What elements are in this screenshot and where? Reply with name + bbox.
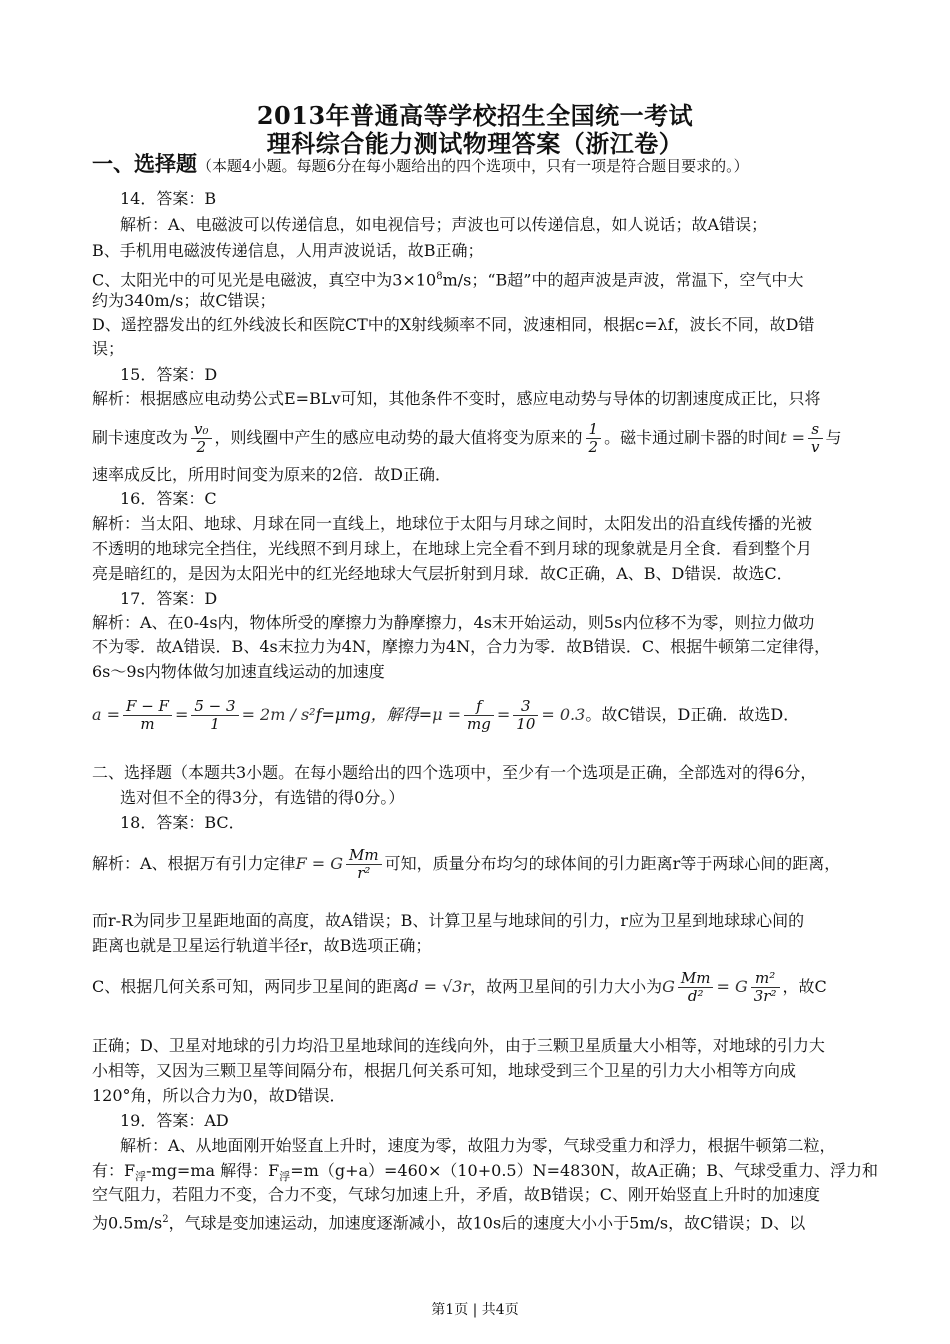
q18-line4: C、根据几何关系可知，两同步卫星间的距离d = √3r，故两卫星间的引力大小为G $\frac{Mm}{\text{d²}}$ = G $\frac{\text{m²}}{\text{3r²}}$ ，故C [92,969,827,1005]
page-footer: 第1页 | 共4页 [431,1302,519,1318]
q16-line3: 亮是暗红的，是因为太阳光中的红光经地球大气层折射到月球．故C正确，A、B、D错误．故选C． [92,564,793,583]
doc-title-line2: 理科综合能力测试物理答案（浙江卷） [266,129,684,158]
q19-line4: 为$0.5m/s^2$，气球是变加速运动，加速度逐渐减小，故10s后的速度大小小于5m/s，故C错误；D、以 [92,1213,806,1233]
q16-line1: 解析：当太阳、地球、月球在同一直线上，地球位于太阳与月球之间时，太阳发出的沿直线传播的光被 [92,514,813,533]
q17-line2: 不为零．故A错误．B、4s末拉力为4N，摩擦力为4N，合力为零．故B错误．C、根据牛顿第二定律得， [92,637,831,656]
q15-line3: 速率成反比，所用时间变为原来的2倍．故D正确． [92,465,452,484]
doc-title-line1: 2013年普通高等学校招生全国统一考试 [256,101,694,130]
section1-note: （本题4小题。每题6分在每小题给出的四个选项中，只有一项是符合题目要求的。） [197,157,749,175]
q16-answer: 16．答案：C [120,489,217,508]
q14-line3: C、太阳光中的可见光是电磁波，真空中为$3\times 10^8m/s$；“B超”中的超声波是声波，常温下，空气中大 [92,270,804,290]
section1-heading [92,153,749,177]
formula-3-over-10: $\frac{3}{10}$ [513,698,538,733]
formula-m2-over-3r2: $\frac{\text{m²}}{\text{3r²}}$ [751,970,780,1005]
q19-line3: 空气阻力，若阻力不变，合力不变，气球匀加速上升，矛盾，故B错误；C、刚开始竖直上升时的加速度 [92,1185,821,1204]
q17-line3: 6s～9s内物体做匀加速直线运动的加速度 [92,662,385,681]
q14-line4: 约为340m/s；故C错误； [92,291,276,310]
q14-line6: 误； [92,339,125,358]
formula-5-minus-3-over-1: $\frac{5 - 3}{1}$ [191,698,238,733]
q19-line1: 解析：A、从地面刚开始竖直上升时，速度为零，故阻力为零，气球受重力和浮力，根据牛顿第二粒， [120,1136,836,1155]
section2-line2: 选对但不全的得3分，有选错的得0分。） [120,788,405,807]
formula-s-over-v: $\frac{s}{v}$ [808,421,822,456]
q14-line1: 解析：A、电磁波可以传递信息，如电视信号；声波也可以传递信息，如人说话；故A错误； [120,215,768,234]
q17-formula-line: a = $\frac{F - F}{m}$ = $\frac{5 - 3}{1}$ = 2m / s²f=μmg，解得=μ = $\frac{f}{mg}$ = $\frac{3}{10}$ = 0.3。故C错误，D正确．故选D． [92,697,800,733]
formula-Mm-over-r2: $\frac{Mm}{\text{r²}}$ [346,847,382,882]
section1-title: 一、选择题 [92,151,197,176]
formula-f-over-mg: $\frac{f}{mg}$ [464,698,494,733]
section2-line1: 二、选择题（本题共3小题。在每小题给出的四个选项中，至少有一个选项是正确，全部选对的得6分， [92,763,817,782]
formula-one-half: $\frac{1}{2}$ [586,421,602,456]
q18-line6: 小相等，又因为三颗卫星等间隔分布，根据几何关系可知，地球受到三个卫星的引力大小相等方向成 [92,1061,797,1080]
q14-answer: 14．答案：B [120,189,217,208]
formula-v0-over-2: $\frac{\text{v₀}}{2}$ [191,421,212,456]
q14-line5: D、遥控器发出的红外线波长和医院CT中的X射线频率不同，波速相同，根据c=λf，波长不同，故D错 [92,315,815,334]
q17-line1: 解析：A、在0-4s内，物体所受的摩擦力为静摩擦力，4s末开始运动，则5s内位移不为零，则拉力做功 [92,613,815,632]
q17-answer: 17．答案：D [120,589,218,608]
q14-line2: B、手机用电磁波传递信息，人用声波说话，故B正确； [92,241,484,260]
q18-line5: 正确；D、卫星对地球的引力均沿卫星地球间的连线向外，由于三颗卫星质量大小相等，对地球的引力大 [92,1036,825,1055]
formula-net-force-over-m: $\frac{F - F}{m}$ [123,698,172,733]
formula-Mm-over-d2: $\frac{Mm}{\text{d²}}$ [678,970,714,1005]
q19-line2: 有：$F_浮-mg=ma$ 解得：$F_浮=m(g+a)=460\times(10+0.5)N=4830N$，故A正确；B、气球受重力、浮力和 [92,1161,879,1184]
q16-line2: 不透明的地球完全挡住，光线照不到月球上，在地球上完全看不到月球的现象就是月全食．看到整个月 [92,539,813,558]
q15-line1: 解析：根据感应电动势公式E=BLv可知，其他条件不变时，感应电动势与导体的切割速度成正比，只将 [92,389,821,408]
q18-line1: 解析：A、根据万有引力定律F = G $\frac{Mm}{\text{r²}}$ 可知，质量分布均匀的球体间的引力距离r等于两球心间的距离， [92,846,841,882]
q15-answer: 15．答案：D [120,365,218,384]
q19-answer: 19．答案：AD [120,1111,229,1130]
q18-line7: 120°角，所以合力为0，故D错误． [92,1086,346,1105]
q15-line2: 刷卡速度改为 $\frac{\text{v₀}}{2}$ ，则线圈中产生的感应电动势的最大值将变为原来的 $\frac{1}{2}$ 。磁卡通过刷卡器的时间t = $\frac{s}{v}$ 与 [92,420,842,456]
q18-line2: 而r-R为同步卫星距地面的高度，故A错误；B、计算卫星与地球间的引力，r应为卫星到地球球心间的 [92,911,805,930]
q18-answer: 18．答案：BC． [120,813,245,832]
q18-line3: 距离也就是卫星运行轨道半径r，故B选项正确； [92,936,432,955]
